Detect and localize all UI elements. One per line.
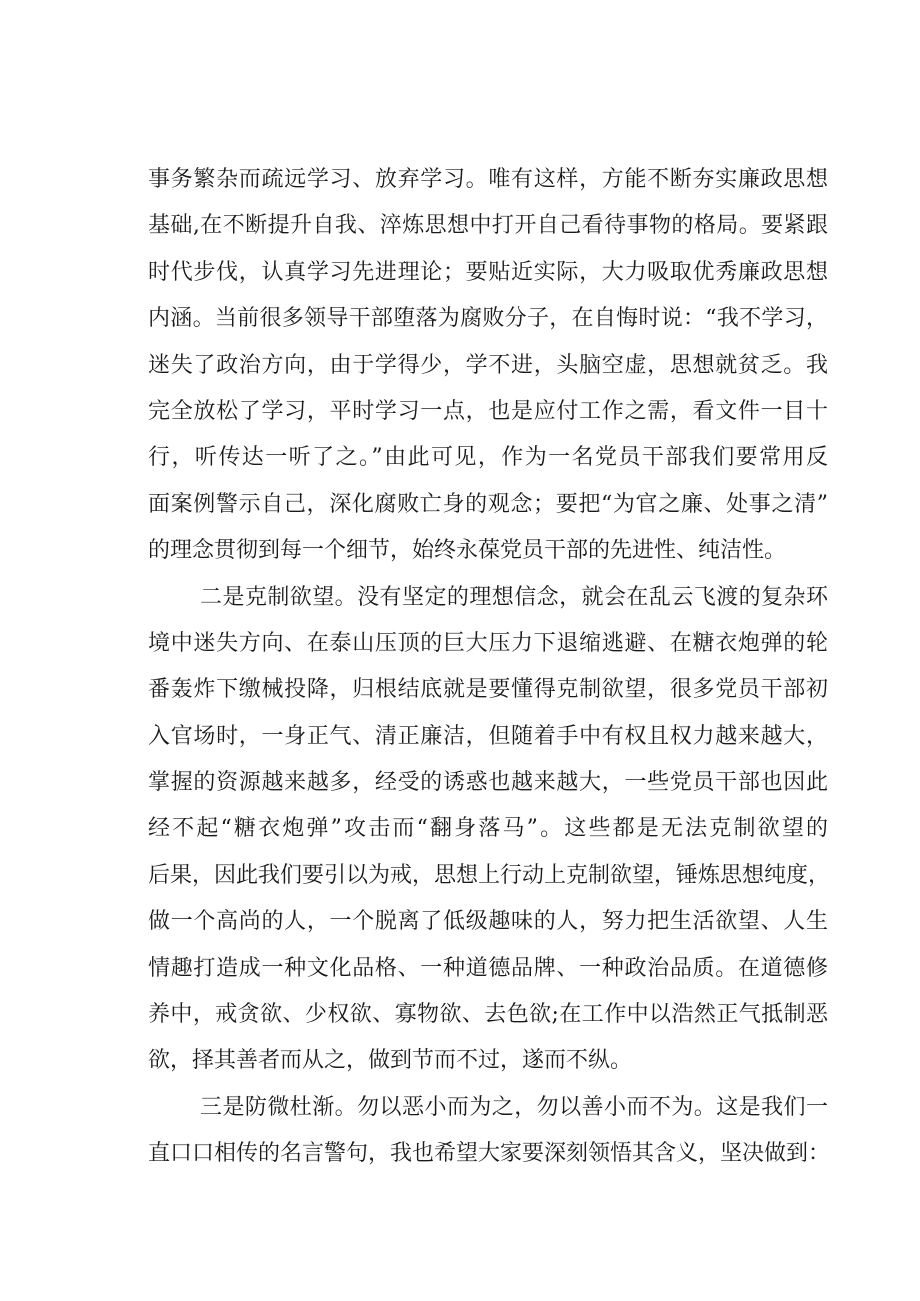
text-line: 面案例警示自己，深化腐败亡身的观念；要把“为官之廉、处事之清” [148, 491, 828, 517]
text-line: 番轰炸下缴械投降，归根结底就是要懂得克制欲望，很多党员干部初 [148, 677, 828, 703]
text-line: 完全放松了学习，平时学习一点，也是应付工作之需，看文件一目十 [148, 398, 828, 424]
text-line: 的理念贯彻到每一个细节，始终永葆党员干部的先进性、纯洁性。 [148, 538, 787, 564]
text-line: 时代步伐，认真学习先进理论；要贴近实际，大力吸取优秀廉政思想 [148, 259, 828, 285]
text-line: 行，听传达一听了之。”由此可见，作为一名党员干部我们要常用反 [148, 445, 828, 471]
text-line: 迷失了政治方向，由于学得少，学不进，头脑空虚，思想就贫乏。我 [148, 352, 828, 378]
text-line: 事务繁杂而疏远学习、放弃学习。唯有这样，方能不断夯实廉政思想 [148, 167, 828, 192]
text-line: 基础,在不断提升自我、淬炼思想中打开自己看待事物的格局。要紧跟 [148, 213, 828, 239]
text-line: 情趣打造成一种文化品格、一种道德品牌、一种政治品质。在道德修 [148, 955, 828, 981]
text-line: 后果，因此我们要引以为戒，思想上行动上克制欲望，锤炼思想纯度， [148, 862, 831, 888]
text-line: 直口口相传的名言警句，我也希望大家要深刻领悟其含义，坚决做到： [148, 1141, 831, 1167]
text-line: 内涵。当前很多领导干部堕落为腐败分子，在自悔时说：“我不学习， [148, 306, 828, 332]
paragraph-2 [148, 575, 831, 1085]
text-line: 经不起“糖衣炮弹”攻击而“翻身落马”。这些都是无法克制欲望的 [148, 816, 828, 842]
document-body [148, 157, 831, 1178]
text-line: 三是防微杜渐。勿以恶小而为之，勿以善小而不为。这是我们一 [200, 1094, 828, 1120]
text-line: 欲，择其善者而从之，做到节而不过，遂而不纵。 [148, 1048, 633, 1074]
text-line: 二是克制欲望。没有坚定的理想信念，就会在乱云飞渡的复杂环 [200, 584, 828, 610]
text-line: 入官场时，一身正气、清正廉洁，但随着手中有权且权力越来越大， [148, 723, 828, 749]
paragraph-3 [148, 1085, 831, 1178]
text-line: 境中迷失方向、在泰山压顶的巨大压力下退缩逃避、在糖衣炮弹的轮 [148, 630, 828, 656]
text-line: 掌握的资源越来越多，经受的诱惑也越来越大，一些党员干部也因此 [148, 770, 828, 796]
paragraph-1 [148, 157, 828, 575]
text-line: 做一个高尚的人，一个脱离了低级趣味的人，努力把生活欲望、人生 [148, 909, 828, 935]
text-line: 养中，戒贪欲、少权欲、寡物欲、去色欲;在工作中以浩然正气抵制恶 [148, 1002, 828, 1028]
